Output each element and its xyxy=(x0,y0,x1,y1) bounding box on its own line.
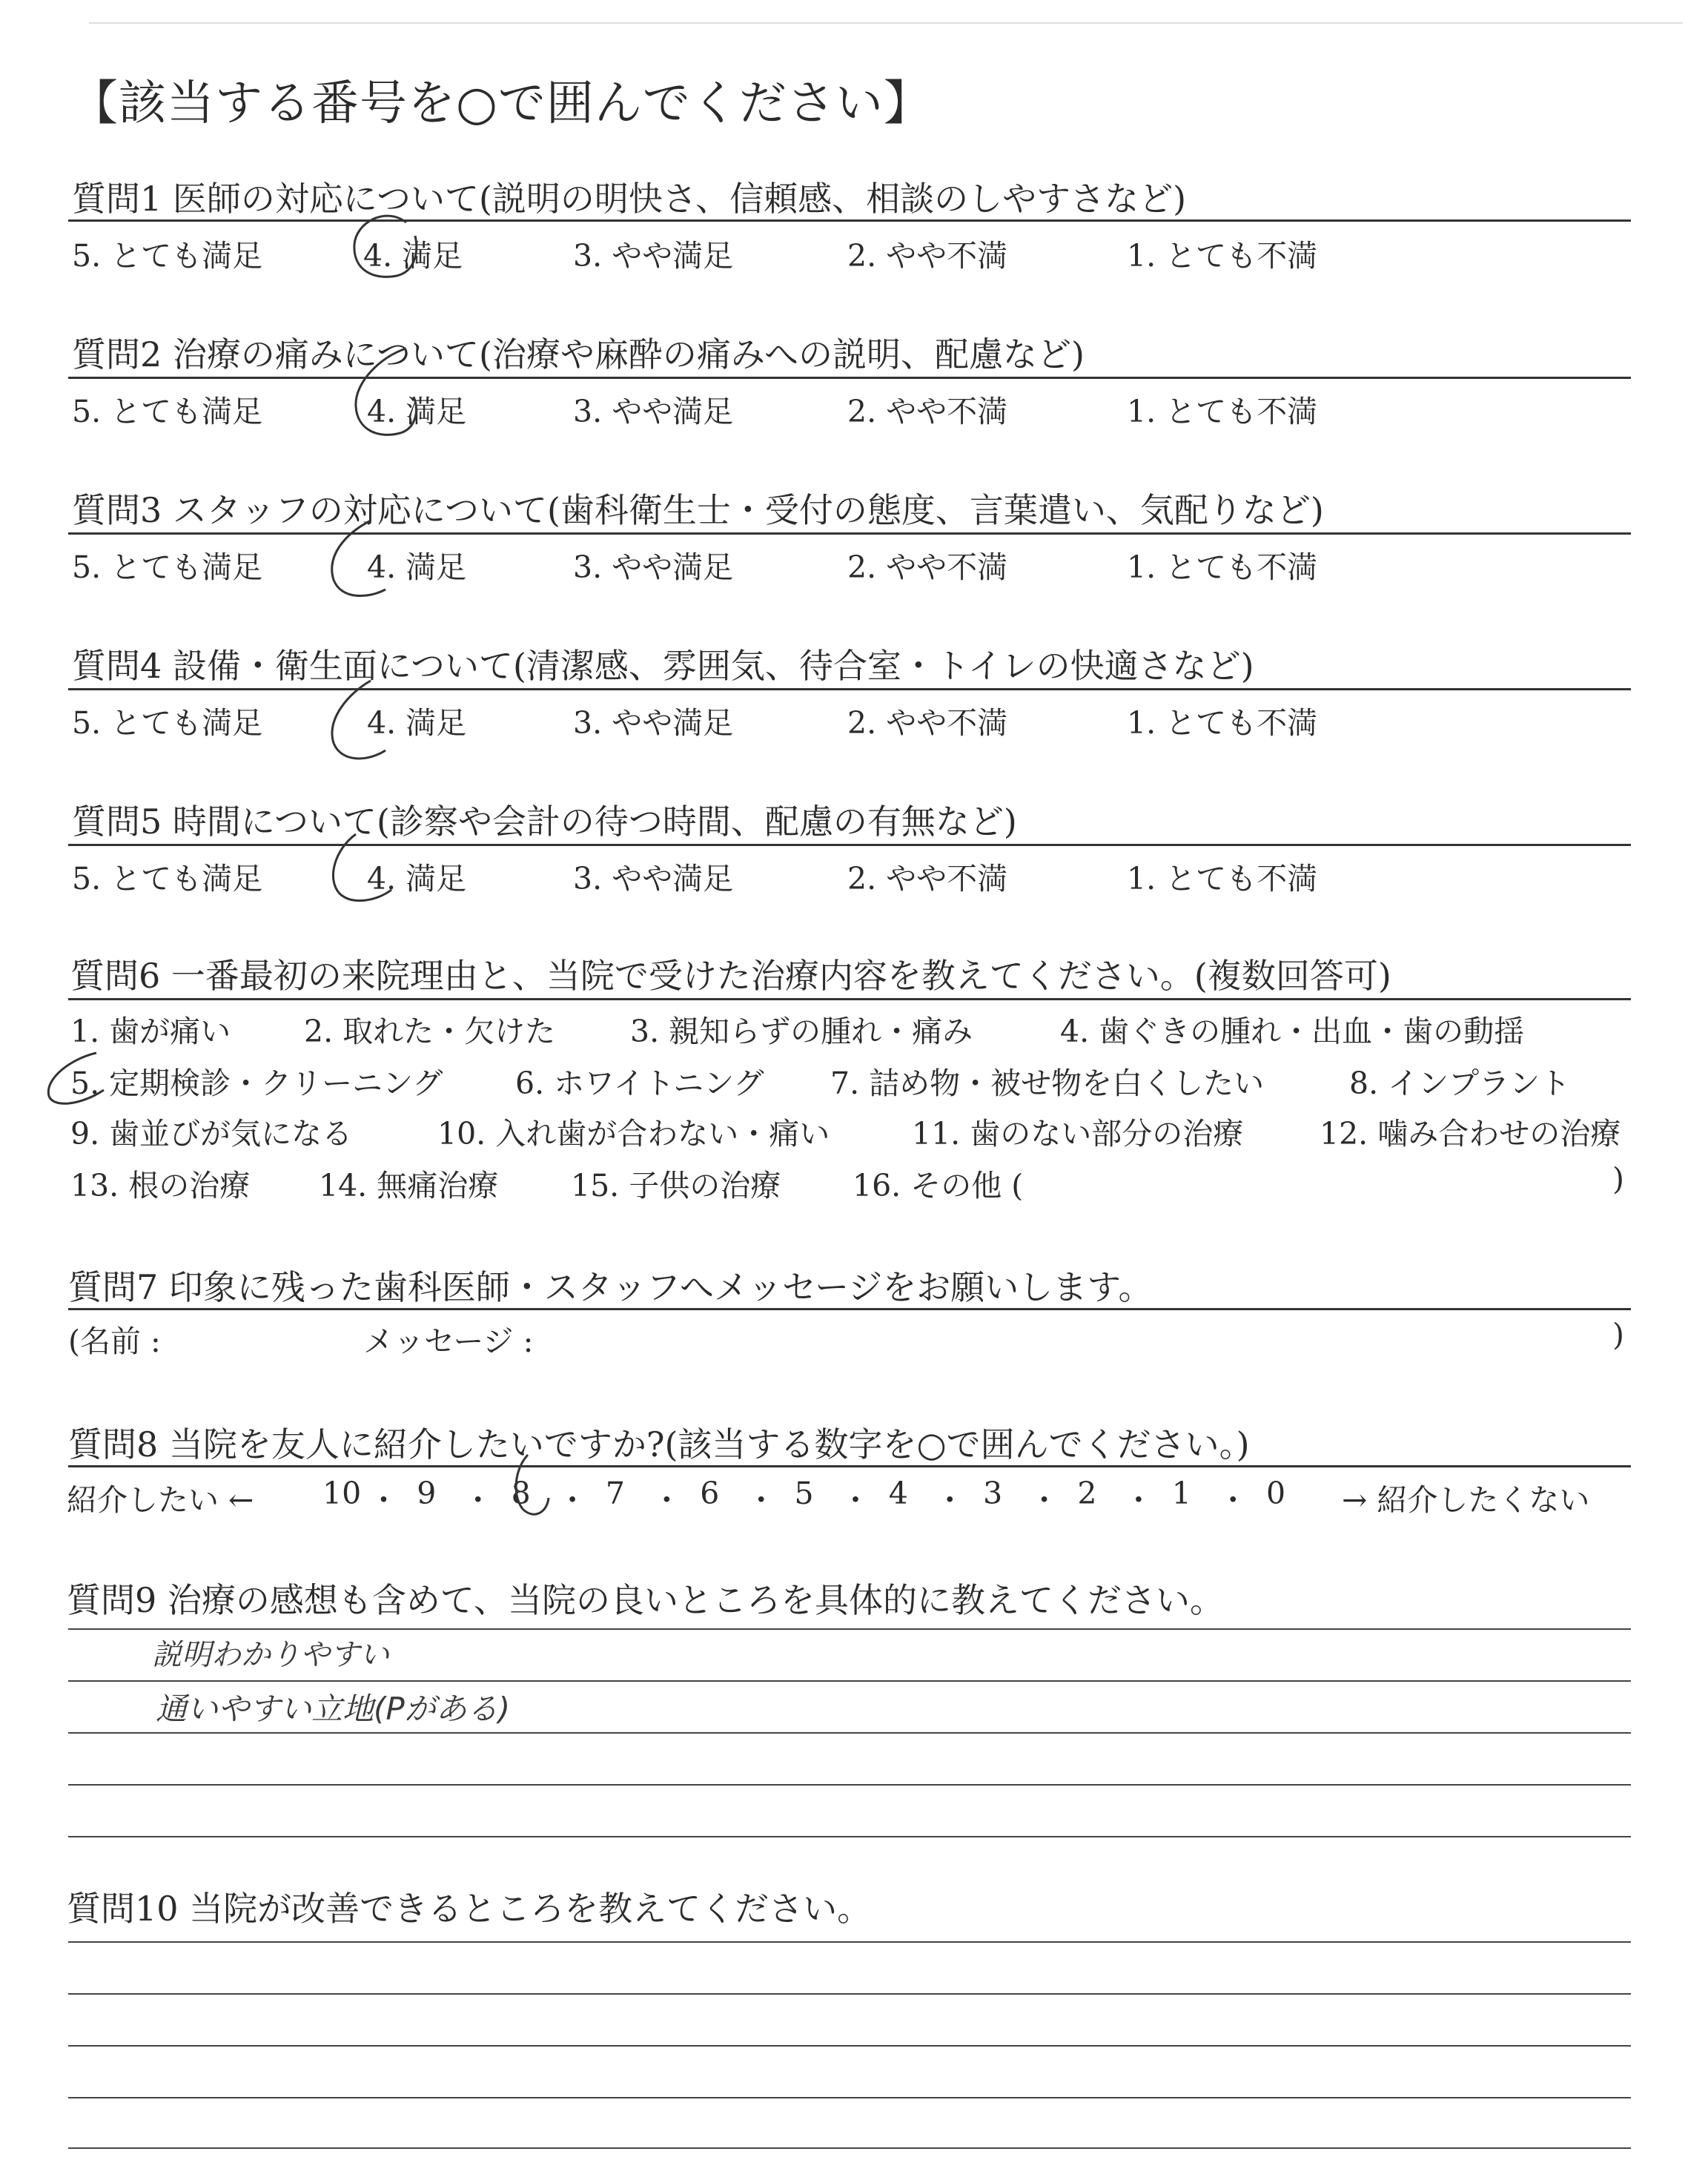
q8-left-label: 紹介したい ← xyxy=(67,1482,254,1518)
instruction-heading: 【該当する番号を○で囲んでください】 xyxy=(70,76,932,131)
q8-scale-4[interactable]: 4 xyxy=(888,1476,908,1511)
question-6-title: 質問6 一番最初の来院理由と、当院で受けた治療内容を教えてください。(複数回答可) xyxy=(70,956,1391,996)
q7-close-paren: ) xyxy=(1612,1317,1624,1353)
q4-option-1[interactable]: 1. とても不満 xyxy=(1127,705,1318,741)
question-2-title: 質問2 治療の痛みについて(治療や麻酔の痛みへの説明、配慮など) xyxy=(72,334,1085,374)
q9-handwritten-2: 通いやすい立地(Pがある) xyxy=(156,1691,511,1727)
q8-separator: ・ xyxy=(934,1482,965,1518)
q8-separator: ・ xyxy=(557,1482,588,1518)
q10-line-2 xyxy=(68,1993,1631,1995)
q8-separator: ・ xyxy=(1217,1482,1248,1518)
question-8-rule xyxy=(68,1465,1631,1467)
scan-edge-line xyxy=(89,22,1683,24)
q6-option-15[interactable]: 15. 子供の治療 xyxy=(571,1168,781,1203)
question-7-title: 質問7 印象に残った歯科医師・スタッフへメッセージをお願いします。 xyxy=(68,1267,1153,1307)
q7-message-label: メッセージ : xyxy=(363,1324,534,1359)
q8-right-label: → 紹介したくない xyxy=(1342,1482,1590,1518)
q4-option-4[interactable]: 4. 満足 xyxy=(367,705,467,741)
q4-option-3[interactable]: 3. やや満足 xyxy=(573,705,734,741)
question-6-rule xyxy=(68,998,1631,1000)
q6-option-1[interactable]: 1. 歯が痛い xyxy=(70,1014,231,1049)
q6-option-4[interactable]: 4. 歯ぐきの腫れ・出血・歯の動揺 xyxy=(1060,1014,1525,1049)
q6-option-8[interactable]: 8. インプラント xyxy=(1349,1066,1571,1101)
question-7-rule xyxy=(68,1308,1631,1310)
q3-option-4[interactable]: 4. 満足 xyxy=(367,549,467,585)
q8-scale-2[interactable]: 2 xyxy=(1077,1476,1097,1511)
q3-option-5[interactable]: 5. とても満足 xyxy=(72,549,263,585)
q9-line-4 xyxy=(68,1784,1631,1786)
q1-option-1[interactable]: 1. とても不満 xyxy=(1127,238,1318,274)
question-2-rule xyxy=(68,377,1631,379)
q5-option-5[interactable]: 5. とても満足 xyxy=(72,861,263,896)
q5-option-3[interactable]: 3. やや満足 xyxy=(573,861,734,896)
q1-option-2[interactable]: 2. やや不満 xyxy=(847,238,1008,274)
q2-option-1[interactable]: 1. とても不満 xyxy=(1127,394,1318,429)
q9-line-2 xyxy=(68,1680,1631,1682)
question-5-title: 質問5 時間について(診察や会計の待つ時間、配慮の有無など) xyxy=(72,802,1017,842)
q8-separator: ・ xyxy=(1029,1482,1060,1518)
q8-scale-6[interactable]: 6 xyxy=(700,1476,720,1511)
q5-option-2[interactable]: 2. やや不満 xyxy=(847,861,1008,896)
q6-option-13[interactable]: 13. 根の治療 xyxy=(70,1168,251,1203)
question-9-title: 質問9 治療の感想も含めて、当院の良いところを具体的に教えてください。 xyxy=(67,1580,1224,1620)
q6-option-16[interactable]: 16. その他 ( xyxy=(853,1168,1024,1203)
q6-option-9[interactable]: 9. 歯並びが気になる xyxy=(70,1116,353,1152)
q8-scale-3[interactable]: 3 xyxy=(983,1476,1003,1511)
q5-option-4[interactable]: 4. 満足 xyxy=(367,861,467,896)
q6-option-12[interactable]: 12. 噛み合わせの治療 xyxy=(1320,1116,1621,1152)
q8-separator: ・ xyxy=(746,1482,777,1518)
question-1-title: 質問1 医師の対応について(説明の明快さ、信頼感、相談のしやすさなど) xyxy=(72,179,1187,219)
q10-line-4 xyxy=(68,2097,1631,2098)
question-5-rule xyxy=(68,844,1631,846)
q3-option-2[interactable]: 2. やや不満 xyxy=(847,549,1008,585)
q6-option-3[interactable]: 3. 親知らずの腫れ・痛み xyxy=(630,1014,973,1049)
q8-scale-9[interactable]: 9 xyxy=(417,1476,437,1511)
q3-option-1[interactable]: 1. とても不満 xyxy=(1127,549,1318,585)
question-8-title: 質問8 当院を友人に紹介したいですか?(該当する数字を○で囲んでください。) xyxy=(68,1424,1250,1464)
q6-option-5[interactable]: 5. 定期検診・クリーニング xyxy=(70,1066,443,1101)
q6-option-14[interactable]: 14. 無痛治療 xyxy=(319,1168,499,1203)
q6-option-2[interactable]: 2. 取れた・欠けた xyxy=(304,1014,556,1049)
q3-option-3[interactable]: 3. やや満足 xyxy=(573,549,734,585)
q1-option-3[interactable]: 3. やや満足 xyxy=(573,238,734,274)
q2-option-3[interactable]: 3. やや満足 xyxy=(573,394,734,429)
q8-scale-10[interactable]: 10 xyxy=(322,1476,362,1511)
q9-line-1 xyxy=(68,1628,1631,1630)
question-1-rule xyxy=(68,219,1631,222)
q10-line-1 xyxy=(68,1941,1631,1943)
q1-option-5[interactable]: 5. とても満足 xyxy=(72,238,263,274)
q10-line-3 xyxy=(68,2045,1631,2047)
q7-name-label: (名前 : xyxy=(68,1324,161,1359)
q9-line-3 xyxy=(68,1732,1631,1734)
q6-option-7[interactable]: 7. 詰め物・被せ物を白くしたい xyxy=(830,1066,1265,1101)
q8-separator: ・ xyxy=(368,1482,399,1518)
question-10-title: 質問10 当院が改善できるところを教えてください。 xyxy=(67,1889,872,1929)
q9-line-5 xyxy=(68,1836,1631,1837)
q8-separator: ・ xyxy=(463,1482,494,1518)
q2-option-2[interactable]: 2. やや不満 xyxy=(847,394,1008,429)
q6-other-close: ) xyxy=(1612,1161,1624,1197)
q8-scale-1[interactable]: 1 xyxy=(1171,1476,1191,1511)
q8-scale-8[interactable]: 8 xyxy=(511,1476,531,1511)
q8-separator: ・ xyxy=(840,1482,871,1518)
q6-option-11[interactable]: 11. 歯のない部分の治療 xyxy=(912,1116,1244,1152)
q2-option-5[interactable]: 5. とても満足 xyxy=(72,394,263,429)
question-4-rule xyxy=(68,688,1631,690)
question-3-rule xyxy=(68,532,1631,535)
q4-option-5[interactable]: 5. とても満足 xyxy=(72,705,263,741)
q4-option-2[interactable]: 2. やや不満 xyxy=(847,705,1008,741)
q2-option-4[interactable]: 4. 満足 xyxy=(367,394,467,429)
q5-option-1[interactable]: 1. とても不満 xyxy=(1127,861,1318,896)
q6-option-10[interactable]: 10. 入れ歯が合わない・痛い xyxy=(437,1116,830,1152)
q6-option-6[interactable]: 6. ホワイトニング xyxy=(515,1066,764,1101)
q1-option-4[interactable]: 4. 満足 xyxy=(363,238,463,274)
question-4-title: 質問4 設備・衛生面について(清潔感、雰囲気、待合室・トイレの快適さなど) xyxy=(72,646,1254,686)
q8-scale-5[interactable]: 5 xyxy=(794,1476,814,1511)
q8-scale-7[interactable]: 7 xyxy=(605,1476,625,1511)
question-3-title: 質問3 スタッフの対応について(歯科衛生士・受付の態度、言葉遣い、気配りなど) xyxy=(72,490,1324,530)
q8-scale-0[interactable]: 0 xyxy=(1266,1476,1286,1511)
q8-separator: ・ xyxy=(1123,1482,1154,1518)
q10-line-5 xyxy=(68,2147,1631,2149)
q8-separator: ・ xyxy=(651,1482,682,1518)
q9-handwritten-1: 説明わかりやすい xyxy=(152,1638,389,1672)
